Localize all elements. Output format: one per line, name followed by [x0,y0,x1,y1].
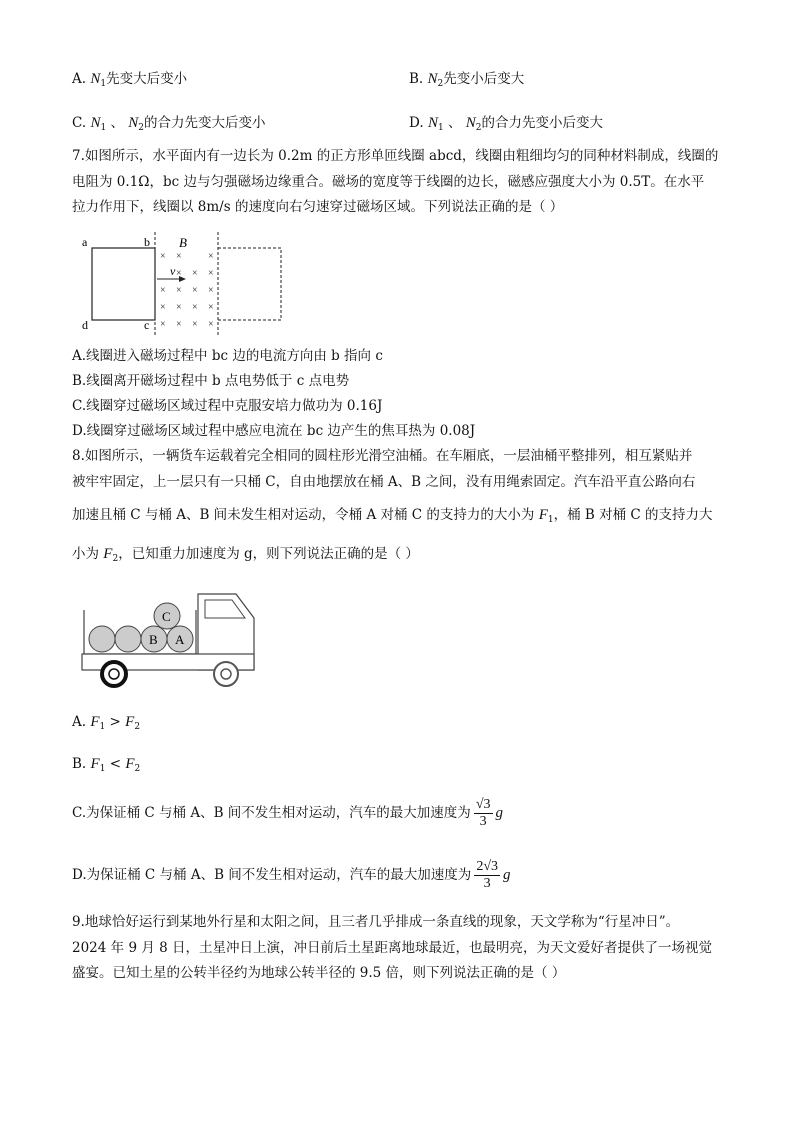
q8-truck-figure [78,588,260,696]
magnetic-field-crosses [160,251,214,330]
label-c: c [144,318,150,332]
fraction-sqrt3-over-3: $\frac{√3}{3}$ [475,797,491,829]
q8-stem-line2: 被牢牢固定，上一层只有一只桶 C，自由地摆放在桶 A、B 之间，没有用绳索固定。汽车沿平直公路向右 [72,474,696,490]
barrel-label-C: C [162,609,171,624]
q8-option-d: D.为保证桶 C 与桶 A、B 间不发生相对运动，汽车的最大加速度为 $\frac{2√3}{3}$ g [72,859,511,891]
q6-option-d: D. $N_1$ 、 $N_2$的合力先变小后变大 [409,115,604,133]
field-cross: × [176,302,182,313]
field-cross: × [160,302,166,313]
q7-coil-figure [78,228,288,338]
field-cross: × [160,285,166,296]
field-cross: × [176,268,182,279]
coil-final-position [218,248,281,320]
field-cross: × [176,285,182,296]
q8-stem-line3: 加速且桶 C 与桶 A、B 间未发生相对运动，令桶 A 对桶 C 的支持力的大小为 $F_1$，桶 B 对桶 C 的支持力大 [72,507,713,525]
label-field-B: B [179,235,187,250]
q6-option-b: B. $N_2$先变小后变大 [409,71,525,89]
q6-option-a: A. $N_1$先变大后变小 [72,71,188,89]
field-cross: × [160,319,166,330]
field-cross: × [160,251,166,262]
field-cross: × [192,285,198,296]
q7-option-c: C.线圈穿过磁场区域过程中克服安培力做功为 0.16J [72,398,383,414]
q6-option-c: C. $N_1$ 、 $N_2$的合力先变大后变小 [72,115,266,133]
field-cross: × [176,319,182,330]
q7-stem-line1: 7.如图所示，水平面内有一边长为 0.2m 的正方形单匝线圈 abcd，线圈由粗细均匀的同种材料制成，线圈的 [72,148,719,164]
q7-option-a: A.线圈进入磁场过程中 bc 边的电流方向由 b 指向 c [72,348,383,364]
q7-stem-line3: 拉力作用下，线圈以 8m/s 的速度向右匀速穿过磁场区域。下列说法正确的是（ ） [72,199,564,215]
field-cross: × [208,268,214,279]
q8-stem-line4: 小为 $F_2$，已知重力加速度为 g，则下列说法正确的是（ ） [72,546,419,564]
q7-stem-line2: 电阻为 0.1Ω，bc 边与匀强磁场边缘重合。磁场的宽度等于线圈的边长，磁感应强度大小为 0.5T。在水平 [72,174,705,190]
field-cross: × [208,251,214,262]
q9-stem-line2: 2024 年 9 月 8 日，土星冲日上演，冲日前后土星距离地球最近，也最明亮，为天文爱好者提供了一场视觉 [72,940,712,956]
q8-stem-line1: 8.如图所示，一辆货车运载着完全相同的圆柱形光滑空油桶。在车厢底，一层油桶平整排列，相互紧贴并 [72,448,693,464]
field-cross: × [192,319,198,330]
field-cross: × [208,319,214,330]
q7-option-d: D.线圈穿过磁场区域过程中感应电流在 bc 边产生的焦耳热为 0.08J [72,423,476,439]
q7-option-b: B.线圈离开磁场过程中 b 点电势低于 c 点电势 [72,373,350,389]
q8-option-c: C.为保证桶 C 与桶 A、B 间不发生相对运动，汽车的最大加速度为 $\frac{√3}{3}$ g [72,797,503,829]
field-cross: × [208,302,214,313]
field-cross: × [192,302,198,313]
q9-stem-line1: 9.地球恰好运行到某地外行星和太阳之间，且三者几乎排成一条直线的现象，天文学称为“行星冲日”。 [72,914,680,930]
q8-option-a: A. $F_1 > F_2$ [72,714,141,732]
fraction-2sqrt3-over-3: $\frac{2√3}{3}$ [476,859,498,891]
label-b: b [144,235,150,249]
label-velocity-v: v [170,264,176,278]
field-cross: × [192,268,198,279]
coil-square [92,248,155,320]
label-a: a [82,235,88,249]
barrel-label-A: A [175,632,185,647]
label-d: d [82,318,88,332]
field-cross: × [208,285,214,296]
q8-option-b: B. $F_1 < F_2$ [72,756,141,774]
field-cross: × [176,251,182,262]
barrel [89,626,115,652]
q9-stem-line3: 盛宴。已知土星的公转半径约为地球公转半径的 9.5 倍，则下列说法正确的是（ ） [72,965,566,981]
barrel-label-B: B [149,632,158,647]
barrel [115,626,141,652]
